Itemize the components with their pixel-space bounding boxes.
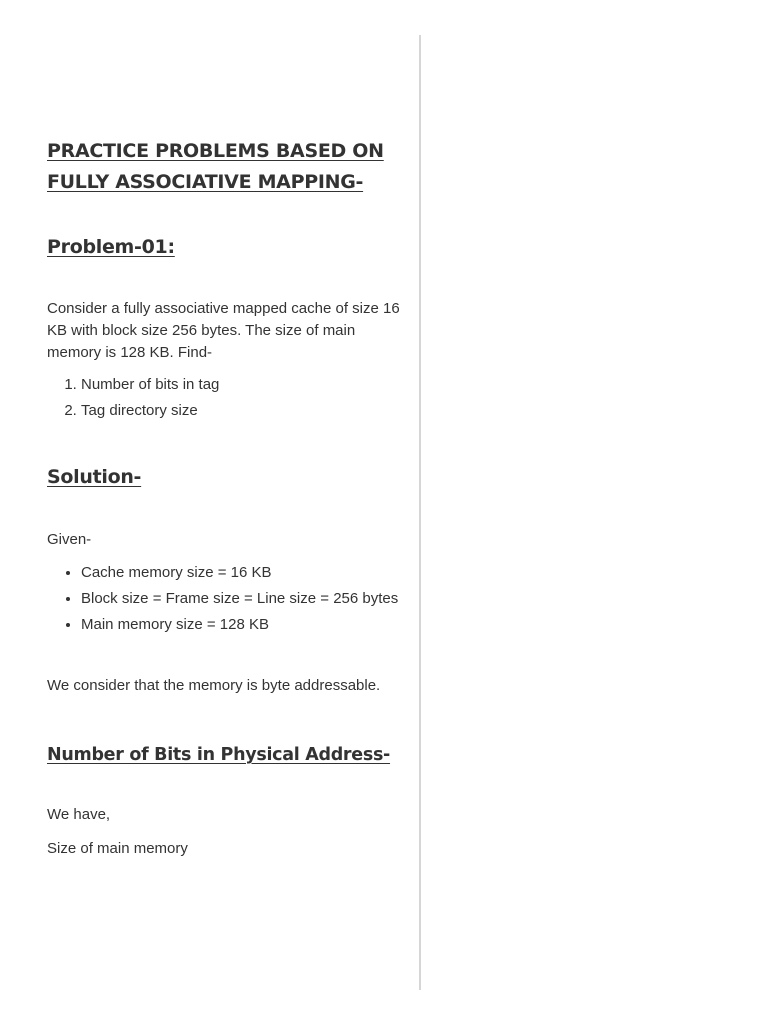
given-list [47,560,398,638]
assumption-text: We consider that the memory is byte addressable. [47,677,381,694]
given-item: • Block size = Frame size = Line size = 256 bytes [81,586,398,612]
requirement-item: 2. Tag directory size [81,398,219,424]
requirement-item: 1. Number of bits in tag [81,372,219,398]
main-memory-size-text: Size of main memory [47,840,188,857]
problem-heading: Problem-01: [47,236,175,258]
given-item: • Cache memory size = 16 KB [81,560,398,586]
problem-statement: Consider a fully associative mapped cache of size 16 KB with block size 256 bytes. The size of main memory is 128 KB. Find- [47,300,400,361]
physical-address-bits-heading: Number of Bits in Physical Address- [47,745,391,765]
given-item: • Main memory size = 128 KB [81,612,398,638]
solution-heading: Solution- [47,466,142,488]
section-heading-practice-problems: PRACTICE PROBLEMS BASED ON FULLY ASSOCIATIVE MAPPING- [47,140,384,193]
we-have-text: We have, [47,806,111,823]
given-label: Given- [47,531,92,548]
column-divider [419,35,421,990]
requirements-list [47,372,219,424]
